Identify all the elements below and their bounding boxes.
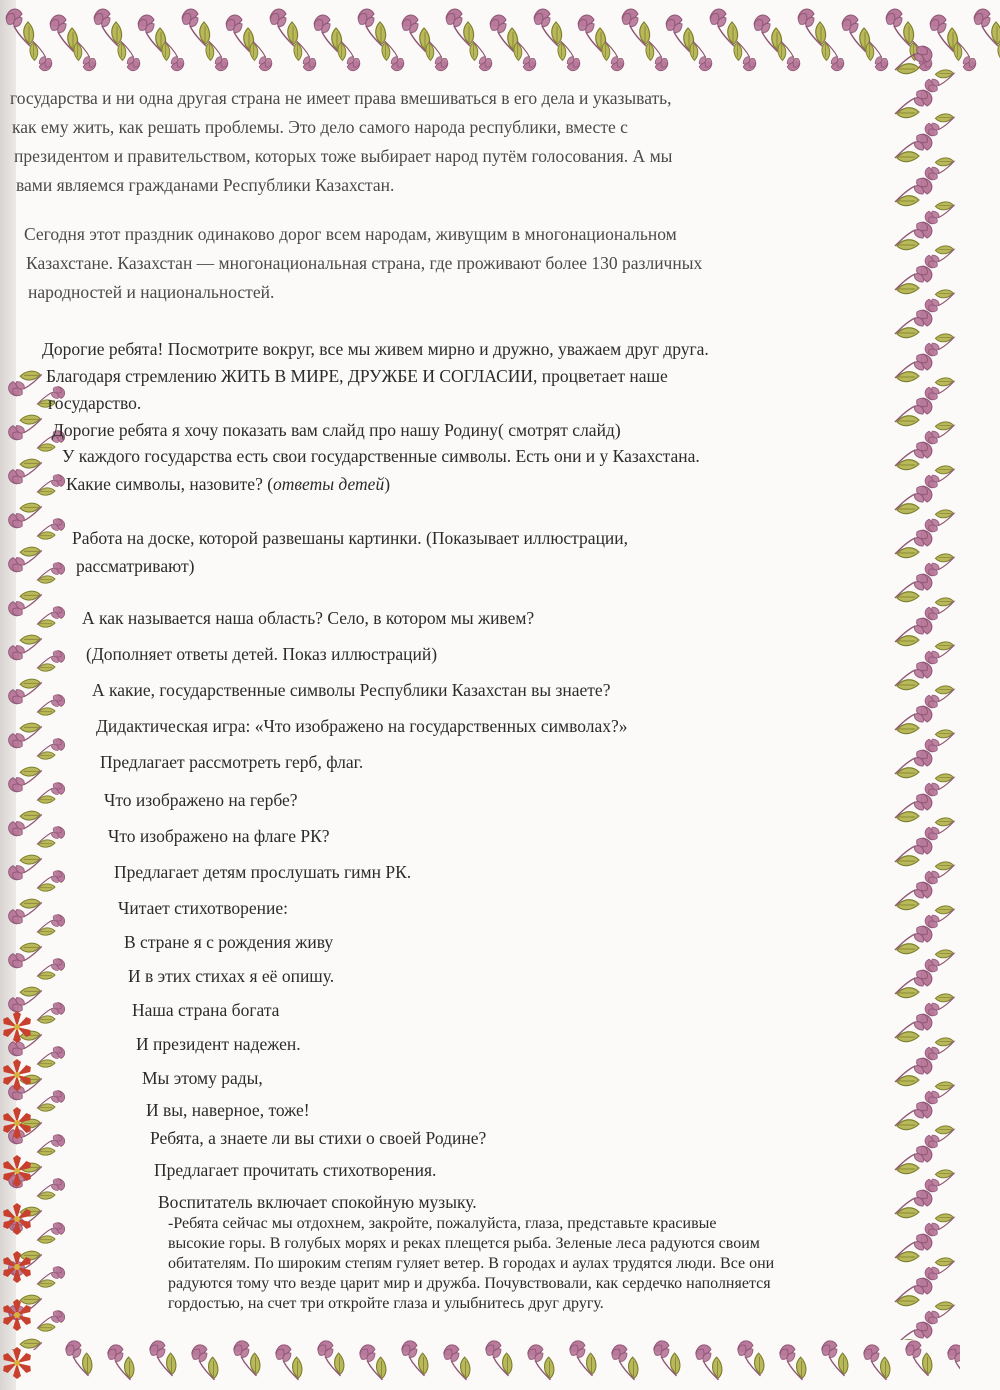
- paragraph-line: Казахстане. Казахстан — многонациональная страна, где проживают более 130 различных: [26, 253, 703, 273]
- paragraph-line: Работа на доске, которой развешаны картинки. (Показывает иллюстрации,: [72, 528, 629, 548]
- paragraph-line: Благодаря стремлению ЖИТЬ В МИРЕ, ДРУЖБЕ И СОГЛАСИИ, процветает наше: [46, 366, 668, 386]
- poem-line-2: И в этих стихах я её опишу.: [128, 966, 335, 986]
- flower-icon: [522, 1340, 566, 1384]
- paragraph-2: [24, 220, 702, 307]
- paragraph-5: [72, 524, 628, 580]
- single-line-4: Дидактическая игра: «Что изображено на государственных символах?»: [96, 716, 628, 736]
- paragraph-line-with-italic: [62, 470, 700, 498]
- flower-icon: [228, 1336, 272, 1380]
- flower-icon: [942, 1340, 960, 1384]
- flower-border-right: [885, 40, 965, 1340]
- flower-icon: [270, 1340, 314, 1384]
- paragraph-line: государства и ни одна другая страна не имеет права вмешиваться в его дела и указывать,: [10, 88, 672, 108]
- poem-line-6: И вы, наверное, тоже!: [146, 1100, 310, 1120]
- paragraph-line: высокие горы. В голубых морях и реках плещется рыба. Зеленые леса радуются своим: [168, 1235, 760, 1252]
- single-line-2: (Дополняет ответы детей. Показ иллюстраций): [86, 644, 438, 664]
- paragraph-line: Дорогие ребята! Посмотрите вокруг, все мы живем мирно и дружно, уважаем друг друга.: [42, 339, 709, 359]
- paragraph-line: обитателям. По широким степям гуляет ветер. В городах и аулах трудятся люди. Все они: [168, 1255, 775, 1272]
- single-line-1: А как называется наша область? Село, в котором мы живем?: [82, 608, 535, 628]
- red-flower-icon: [0, 1298, 34, 1332]
- red-flower-ornament: [0, 1010, 40, 1350]
- flower-icon: [690, 1340, 734, 1384]
- paragraph-line: как ему жить, как решать проблемы. Это дело самого народа республики, вместе с: [12, 117, 628, 137]
- paragraph-line: Сегодня этот праздник одинаково дорог всем народам, живущим в многонациональном: [24, 224, 677, 244]
- paragraph-line: вами являемся гражданами Республики Казахстан.: [16, 175, 395, 195]
- final-paragraph: [168, 1214, 774, 1314]
- paragraph-line: рассматривают): [76, 556, 195, 576]
- paragraph-4: [62, 442, 700, 498]
- paragraph-1: [10, 84, 672, 200]
- paragraph-line: гордостью, на счет три откройте глаза и улыбнитесь друг другу.: [168, 1295, 604, 1312]
- paragraph-line: президентом и правительством, которых тоже выбирает народ путём голосования. А мы: [14, 146, 673, 166]
- flower-icon: [60, 1336, 104, 1380]
- poem-line-3: Наша страна богата: [132, 1000, 280, 1020]
- flower-icon: [732, 1336, 776, 1380]
- italic-text: ответы детей: [273, 474, 385, 494]
- flower-border-top: [0, 0, 1000, 80]
- flower-icon: [816, 1336, 860, 1380]
- paragraph-3: [42, 336, 709, 444]
- red-flower-icon: [0, 1202, 34, 1236]
- paragraph-line: Дорогие ребята я хочу показать вам слайд про нашу Родину( смотрят слайд): [52, 420, 621, 440]
- single-line-8: Предлагает детям прослушать гимн РК.: [114, 862, 412, 882]
- poem-line-1: В стране я с рождения живу: [124, 932, 334, 952]
- paragraph-line: У каждого государства есть свои государственные символы. Есть они и у Казахстана.: [62, 446, 700, 466]
- red-flower-icon: [0, 1106, 34, 1140]
- flower-icon: [186, 1340, 230, 1384]
- flower-icon: [144, 1336, 188, 1380]
- paragraph-line: радуются тому что везде царит мир и дружба. Почувствовали, как сердечко наполняется: [168, 1275, 771, 1292]
- flower-icon: [480, 1336, 524, 1380]
- flower-icon: [312, 1336, 356, 1380]
- flower-icon: [396, 1336, 440, 1380]
- single-line-7: Что изображено на флаге РК?: [108, 826, 330, 846]
- flower-icon: [774, 1340, 818, 1384]
- single-line-9: Читает стихотворение:: [118, 898, 288, 918]
- text-segment: ): [384, 474, 391, 494]
- flower-border-bottom: [60, 1322, 960, 1390]
- flower-icon: [858, 1340, 902, 1384]
- single-line-10: Ребята, а знаете ли вы стихи о своей Родине?: [150, 1128, 487, 1148]
- single-line-11: Предлагает прочитать стихотворения.: [154, 1160, 437, 1180]
- poem-line-4: И президент надежен.: [136, 1034, 301, 1054]
- flower-icon: [564, 1336, 608, 1380]
- red-flower-icon: [0, 1250, 34, 1284]
- flower-icon: [102, 1340, 146, 1384]
- single-line-6: Что изображено на гербе?: [104, 790, 298, 810]
- red-flower-icon: [0, 1346, 34, 1380]
- paragraph-line: государство.: [48, 393, 142, 413]
- flower-icon: [988, 38, 1000, 75]
- red-flower-icon: [0, 1058, 34, 1092]
- flower-icon: [900, 1336, 944, 1380]
- paragraph-line: -Ребята сейчас мы отдохнем, закройте, пожалуйста, глаза, представьте красивые: [168, 1215, 717, 1232]
- red-flower-icon: [0, 1010, 34, 1044]
- poem-line-5: Мы этому рады,: [142, 1068, 263, 1088]
- paragraph-line: народностей и национальностей.: [28, 282, 275, 302]
- single-line-5: Предлагает рассмотреть герб, флаг.: [100, 752, 364, 772]
- flower-icon: [648, 1336, 692, 1380]
- flower-icon: [354, 1340, 398, 1384]
- single-line-12: Воспитатель включает спокойную музыку.: [158, 1192, 477, 1212]
- single-line-3: А какие, государственные символы Республики Казахстан вы знаете?: [92, 680, 611, 700]
- flower-icon: [438, 1340, 482, 1384]
- text-segment: Какие символы, назовите? (: [66, 474, 274, 494]
- flower-icon: [606, 1340, 650, 1384]
- red-flower-icon: [0, 1154, 34, 1188]
